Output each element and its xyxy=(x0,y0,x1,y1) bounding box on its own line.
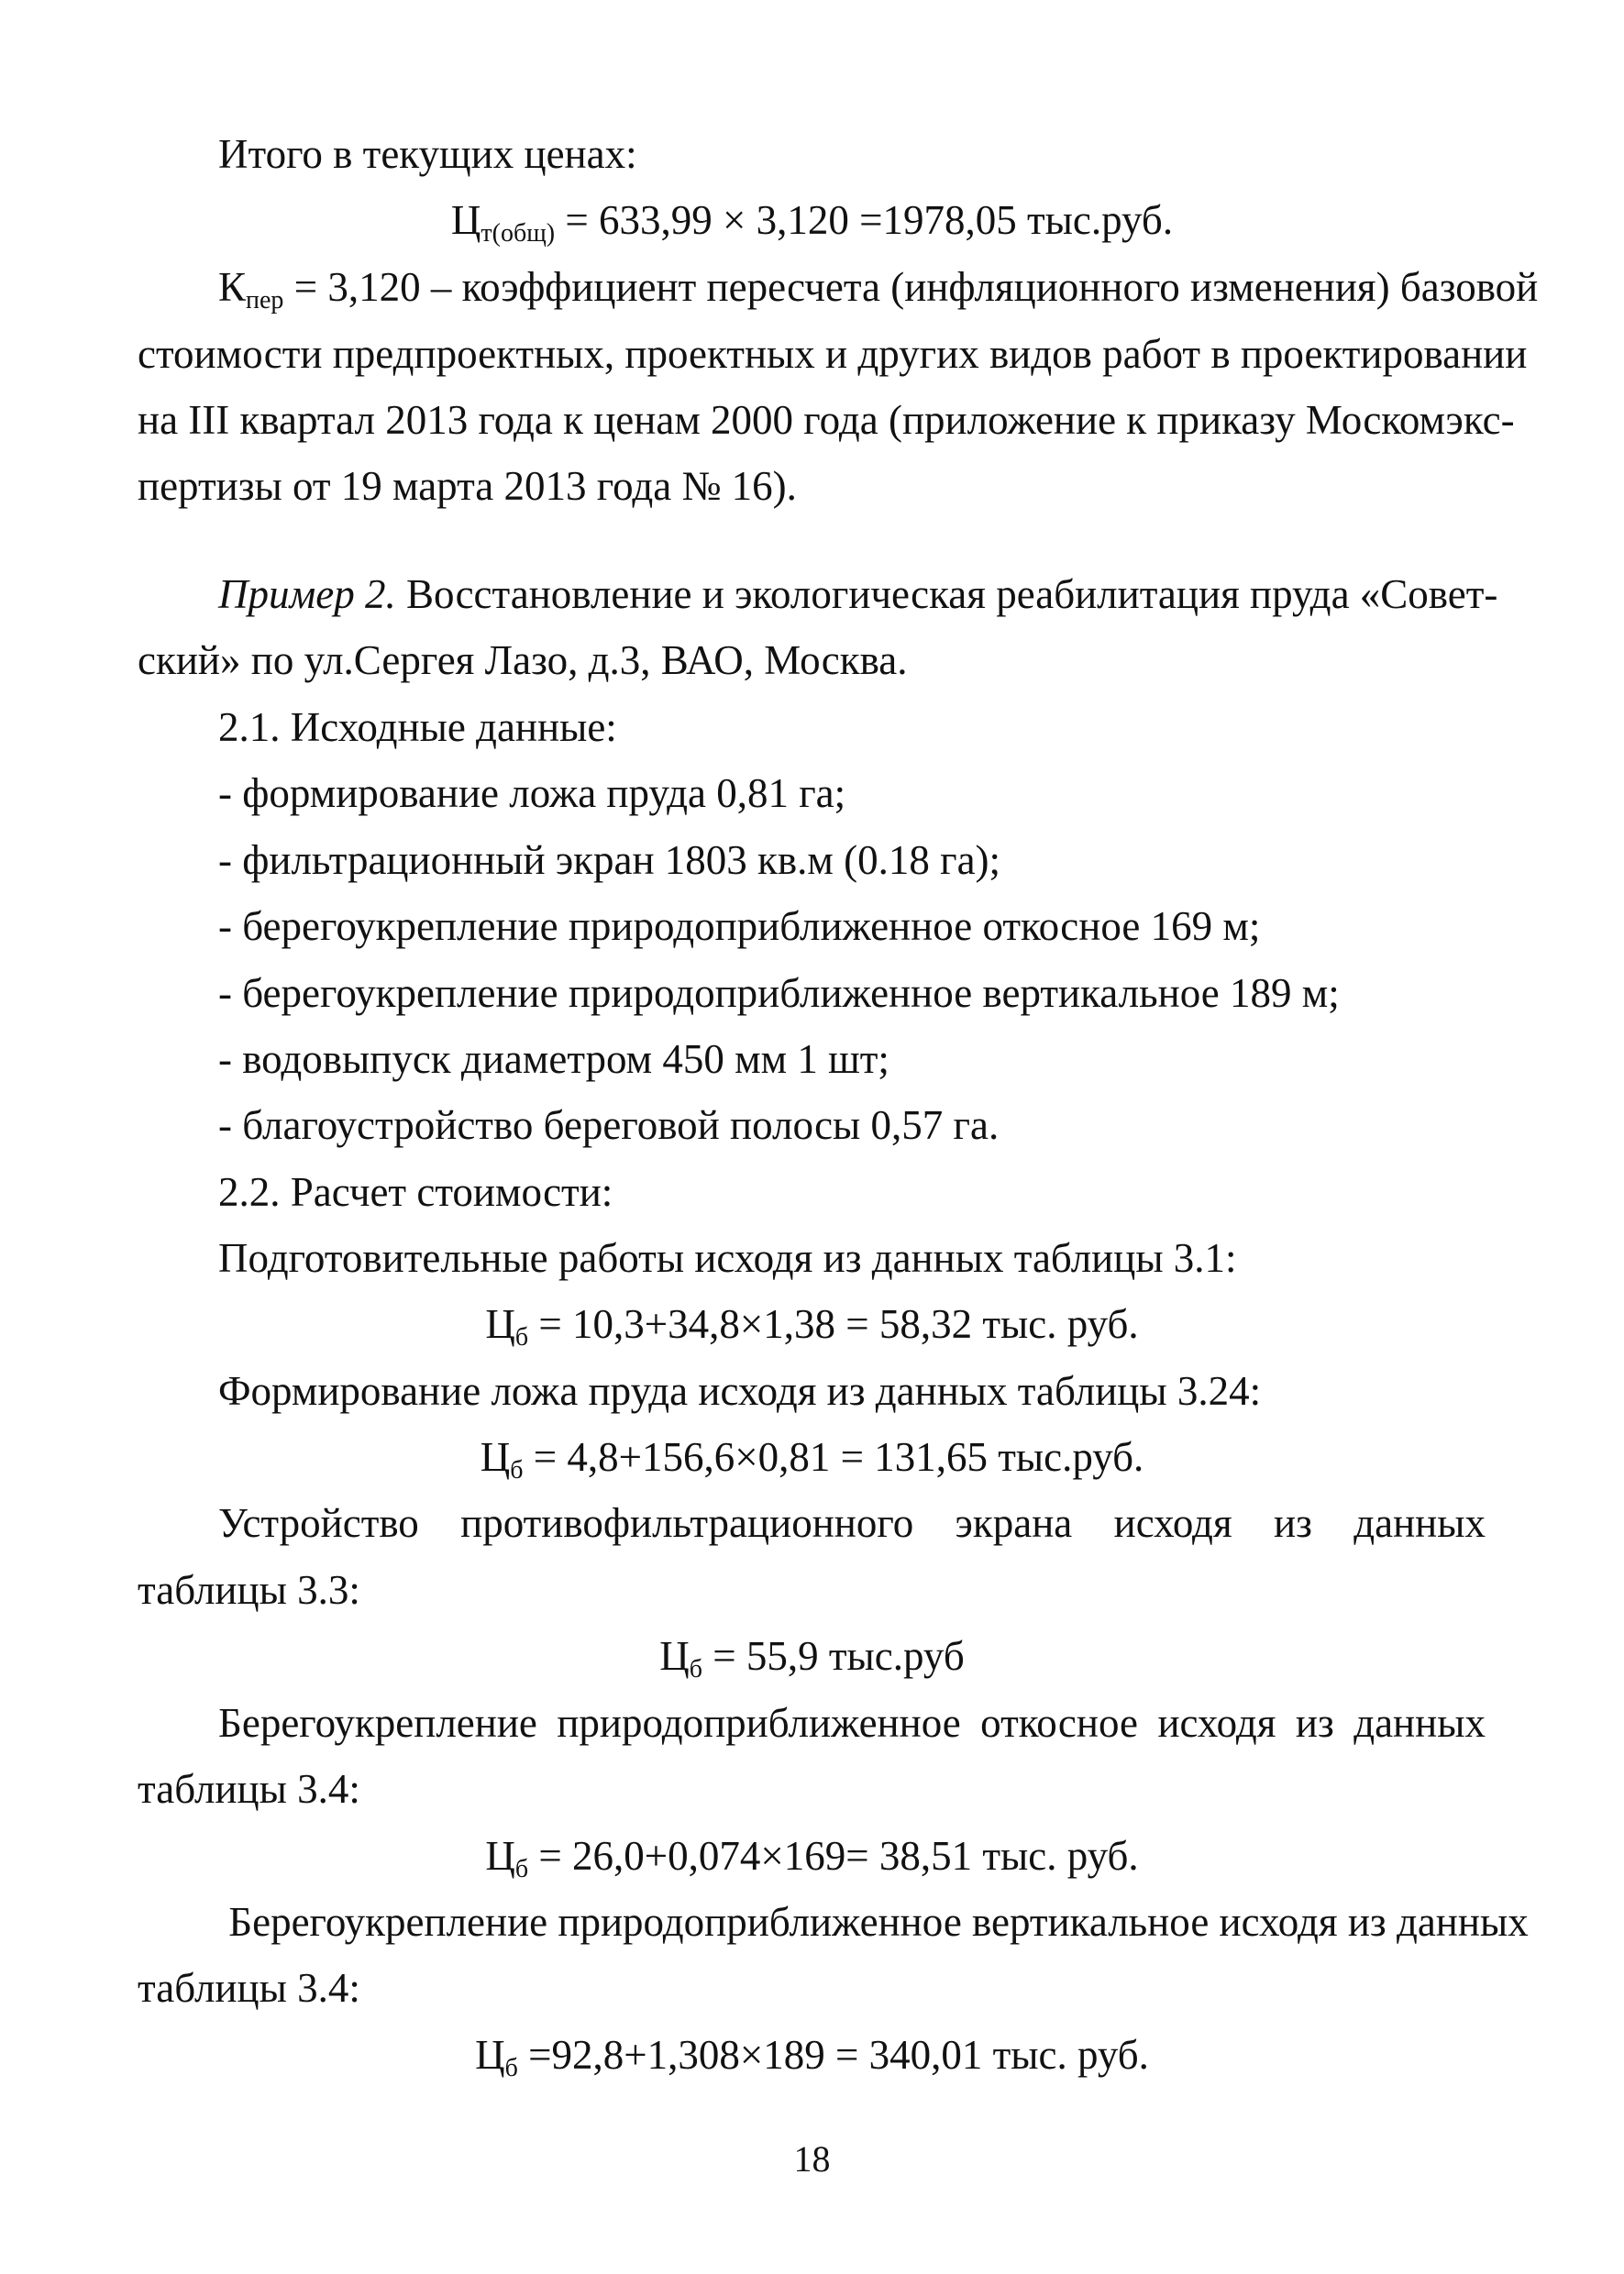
text-line: 2.2. Расчет стоимости: xyxy=(218,1169,613,1215)
total-current-prices-label xyxy=(218,128,637,180)
list-item xyxy=(218,834,1000,886)
text-line: таблицы 3.4: xyxy=(138,1766,360,1812)
word: Берегоукрепление xyxy=(218,1700,537,1746)
page-number: 18 xyxy=(793,2138,831,2180)
formula-symbol: Ц xyxy=(480,1434,511,1480)
formula-subscript: б xyxy=(514,1323,529,1352)
text-line: пертизы от 19 марта 2013 года № 16). xyxy=(138,463,797,509)
formula-body: =92,8+1,308×189 = 340,01 тыс. руб. xyxy=(517,2032,1149,2078)
text-line: = 3,120 – коэффициент пересчета (инфляционного изменения) базовой xyxy=(283,264,1539,310)
section-heading-initial-data xyxy=(218,701,617,753)
example-label: Пример 2. xyxy=(218,571,396,617)
formula-body: = 633,99 × 3,120 =1978,05 тыс.руб. xyxy=(555,197,1174,243)
formula-symbol: Ц xyxy=(485,1301,515,1347)
formula-slope xyxy=(0,1830,1624,1882)
text-line: - водовыпуск диаметром 450 мм 1 шт; xyxy=(218,1036,889,1082)
word: исходя xyxy=(1157,1700,1276,1746)
text-line: таблицы 3.3: xyxy=(138,1567,360,1613)
list-item xyxy=(218,1099,999,1151)
text-line: стоимости предпроектных, проектных и других видов работ в проектировании xyxy=(138,331,1528,377)
formula-total xyxy=(0,194,1624,246)
paragraph-line xyxy=(138,1564,360,1616)
list-item xyxy=(218,900,1260,952)
formula-symbol: Ц xyxy=(450,197,481,243)
section-heading-cost-calc xyxy=(218,1166,613,1218)
text-line: Восстановление и экологическая реабилитация пруда «Совет- xyxy=(395,571,1498,617)
paragraph-line xyxy=(218,1232,1237,1284)
text-line: - фильтрационный экран 1803 кв.м (0.18 га); xyxy=(218,837,1001,883)
text-line: ский» по ул.Сергея Лазо, д.3, ВАО, Москва. xyxy=(138,637,908,683)
text-line: Берегоукрепление природоприближенное вертикальное исходя из данных xyxy=(218,1899,1529,1945)
formula-screen xyxy=(0,1630,1624,1682)
formula-body: = 55,9 тыс.руб xyxy=(702,1633,965,1679)
formula-body: = 4,8+156,6×0,81 = 131,65 тыс.руб. xyxy=(523,1434,1144,1480)
paragraph-line xyxy=(138,1962,360,2014)
justified-line-screen xyxy=(218,1497,1486,1549)
paragraph-line xyxy=(138,328,1527,380)
paragraph-line xyxy=(138,460,797,512)
word: природоприближенное xyxy=(557,1700,961,1746)
list-item xyxy=(218,767,845,819)
text-line: Подготовительные работы исходя из данных таблицы 3.1: xyxy=(218,1235,1237,1281)
formula-subscript: пер xyxy=(246,286,284,315)
word: исходя xyxy=(1113,1500,1232,1546)
text-line: Итого в текущих ценах: xyxy=(218,131,637,177)
formula-pond-bed xyxy=(0,1431,1624,1483)
paragraph-line xyxy=(218,1365,1261,1417)
formula-symbol: Ц xyxy=(475,2032,505,2078)
formula-subscript: б xyxy=(689,1655,703,1683)
list-item xyxy=(218,967,1340,1019)
paragraph-line xyxy=(138,394,1515,446)
word: данных xyxy=(1353,1500,1486,1546)
text-line: - благоустройство береговой полосы 0,57 га. xyxy=(218,1102,1000,1148)
formula-symbol: Ц xyxy=(485,1833,515,1879)
word: из xyxy=(1274,1500,1312,1546)
formula-subscript: б xyxy=(504,2054,518,2082)
paragraph-line xyxy=(138,1763,360,1815)
word: Устройство xyxy=(218,1500,419,1546)
list-item xyxy=(218,1033,889,1085)
formula-body: = 26,0+0,074×169= 38,51 тыс. руб. xyxy=(528,1833,1139,1879)
text-line: - формирование ложа пруда 0,81 га; xyxy=(218,770,846,816)
text-line: на III квартал 2013 года к ценам 2000 года (приложение к приказу Москомэкс- xyxy=(138,397,1515,443)
paragraph-line xyxy=(218,1896,1529,1948)
example-heading xyxy=(218,568,1497,620)
formula-body: = 10,3+34,8×1,38 = 58,32 тыс. руб. xyxy=(528,1301,1139,1347)
formula-subscript: т(общ) xyxy=(481,219,556,248)
word: из xyxy=(1295,1700,1334,1746)
formula-vertical xyxy=(0,2029,1624,2081)
formula-symbol: Ц xyxy=(659,1633,690,1679)
text-line: Формирование ложа пруда исходя из данных таблицы 3.24: xyxy=(218,1368,1262,1414)
text-line: - берегоукрепление природоприближенное вертикальное 189 м; xyxy=(218,970,1340,1016)
formula-subscript: б xyxy=(514,1855,529,1883)
formula-subscript: б xyxy=(510,1456,524,1485)
word: откосное xyxy=(980,1700,1139,1746)
text-line: таблицы 3.4: xyxy=(138,1965,360,2011)
word: данных xyxy=(1353,1700,1486,1746)
word: экрана xyxy=(955,1500,1073,1546)
justified-line-slope xyxy=(218,1697,1486,1749)
text-line: 2.1. Исходные данные: xyxy=(218,704,617,750)
paragraph-line xyxy=(138,635,907,686)
formula-symbol: К xyxy=(218,264,247,310)
coefficient-line xyxy=(218,261,1538,313)
word: противофильтрационного xyxy=(460,1500,914,1546)
formula-prep-works xyxy=(0,1298,1624,1350)
text-line: - берегоукрепление природоприближенное откосное 169 м; xyxy=(218,903,1261,949)
